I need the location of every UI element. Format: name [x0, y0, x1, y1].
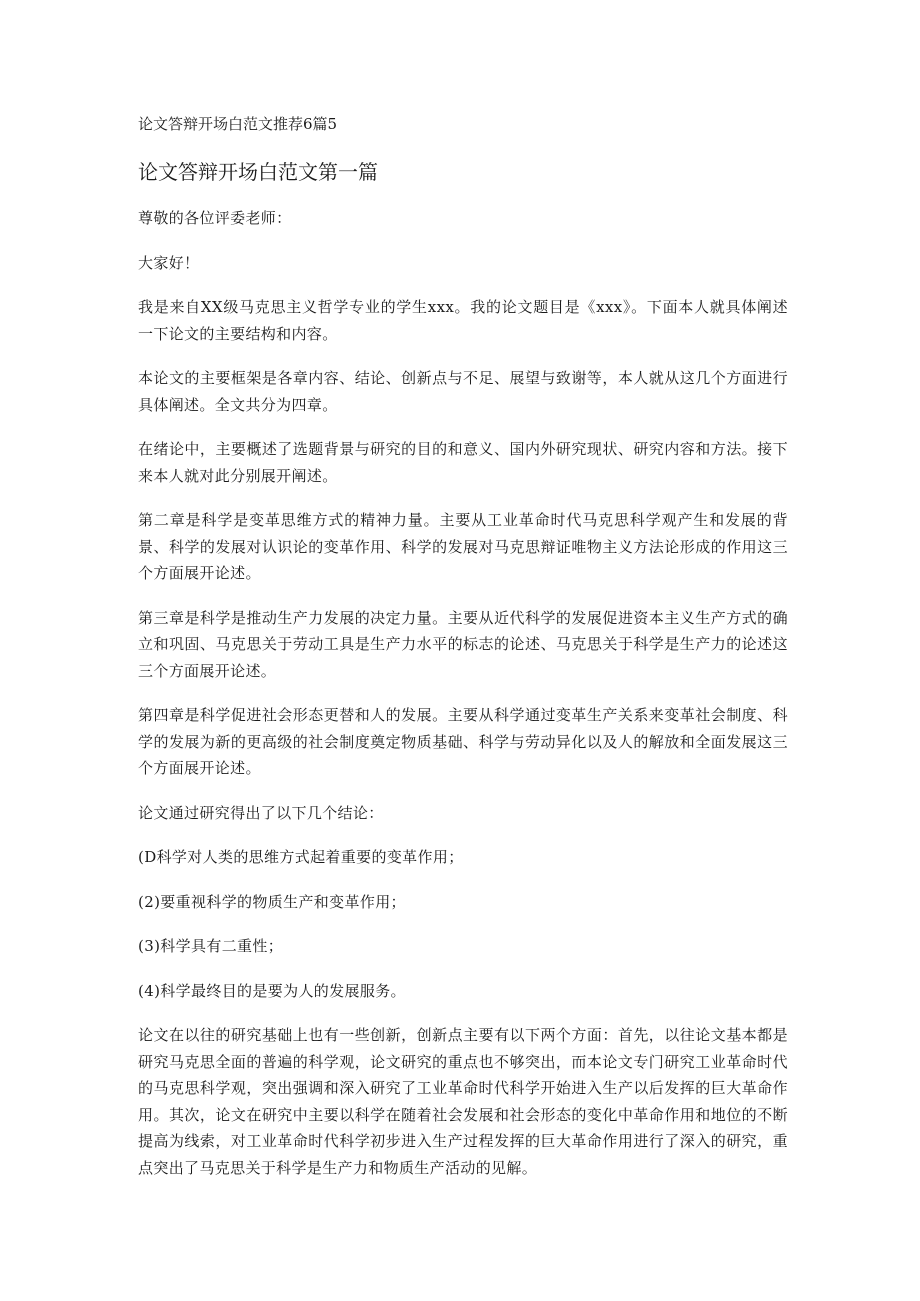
paragraph-chapter-four: 第四章是科学促进社会形态更替和人的发展。主要从科学通过变革生产关系来变革社会制度、科学的发展为新的更高级的社会制度奠定物质基础、科学与劳动异化以及人的解放和全面发展这三个方面展开论述。: [138, 706, 788, 777]
conclusion-item-3: (3)科学具有二重性；: [138, 937, 284, 955]
paragraph-chapter-two: 第二章是科学是变革思维方式的精神力量。主要从工业革命时代马克思科学观产生和发展的背景、科学的发展对认识论的变革作用、科学的发展对马克思辩证唯物主义方法论形成的作用这三个方面展开论述。: [138, 511, 788, 582]
salutation: 尊敬的各位评委老师：: [138, 209, 292, 227]
conclusion-item-4: (4)科学最终目的是要为人的发展服务。: [138, 981, 406, 1000]
paragraph-conclusions-intro: 论文通过研究得出了以下几个结论：: [138, 803, 384, 822]
section-heading: 论文答辩开场白范文第一篇: [138, 160, 378, 184]
paragraph-introduction: 我是来自XX级马克思主义哲学专业的学生xxx。我的论文题目是《xxx》。下面本人就具体阐述一下论文的主要结构和内容。: [138, 298, 788, 343]
greeting: 大家好！: [138, 253, 200, 272]
document-title: 论文答辩开场白范文推荐6篇5: [138, 115, 338, 133]
paragraph-innovation: 论文在以往的研究基础上也有一些创新，创新点主要有以下两个方面：首先，以往论文基本都是研究马克思全面的普遍的科学观，论文研究的重点也不够突出，而本论文专门研究工业革命时代的马克思科学观，突出强调和深入研究了工业革命时代科学开始进入生产以后发挥的巨大革命作用。其次，论文在研究中主要以科学在随着社会发展和社会形态的变化中革命作用和地位的不断提高为线索，对工业革命时代科学初步进入生产过程发挥的巨大革命作用进行了深入的研究，重点突出了马克思关于科学是生产力和物质生产活动的见解。: [138, 1026, 788, 1177]
document-body: [138, 205, 788, 1199]
conclusion-item-1: (D科学对人类的思维方式起着重要的变革作用；: [138, 848, 464, 866]
conclusion-item-2: (2)要重视科学的物质生产和变革作用；: [138, 892, 406, 911]
paragraph-chapter-one: 在绪论中，主要概述了选题背景与研究的目的和意义、国内外研究现状、研究内容和方法。接下来本人就对此分别展开阐述。: [138, 440, 788, 485]
paragraph-chapter-three: 第三章是科学是推动生产力发展的决定力量。主要从近代科学的发展促进资本主义生产方式的确立和巩固、马克思关于劳动工具是生产力水平的标志的论述、马克思关于科学是生产力的论述这三个方面展开论述。: [138, 608, 788, 680]
paragraph-framework: 本论文的主要框架是各章内容、结论、创新点与不足、展望与致谢等，本人就从这几个方面进行具体阐述。全文共分为四章。: [138, 369, 788, 414]
